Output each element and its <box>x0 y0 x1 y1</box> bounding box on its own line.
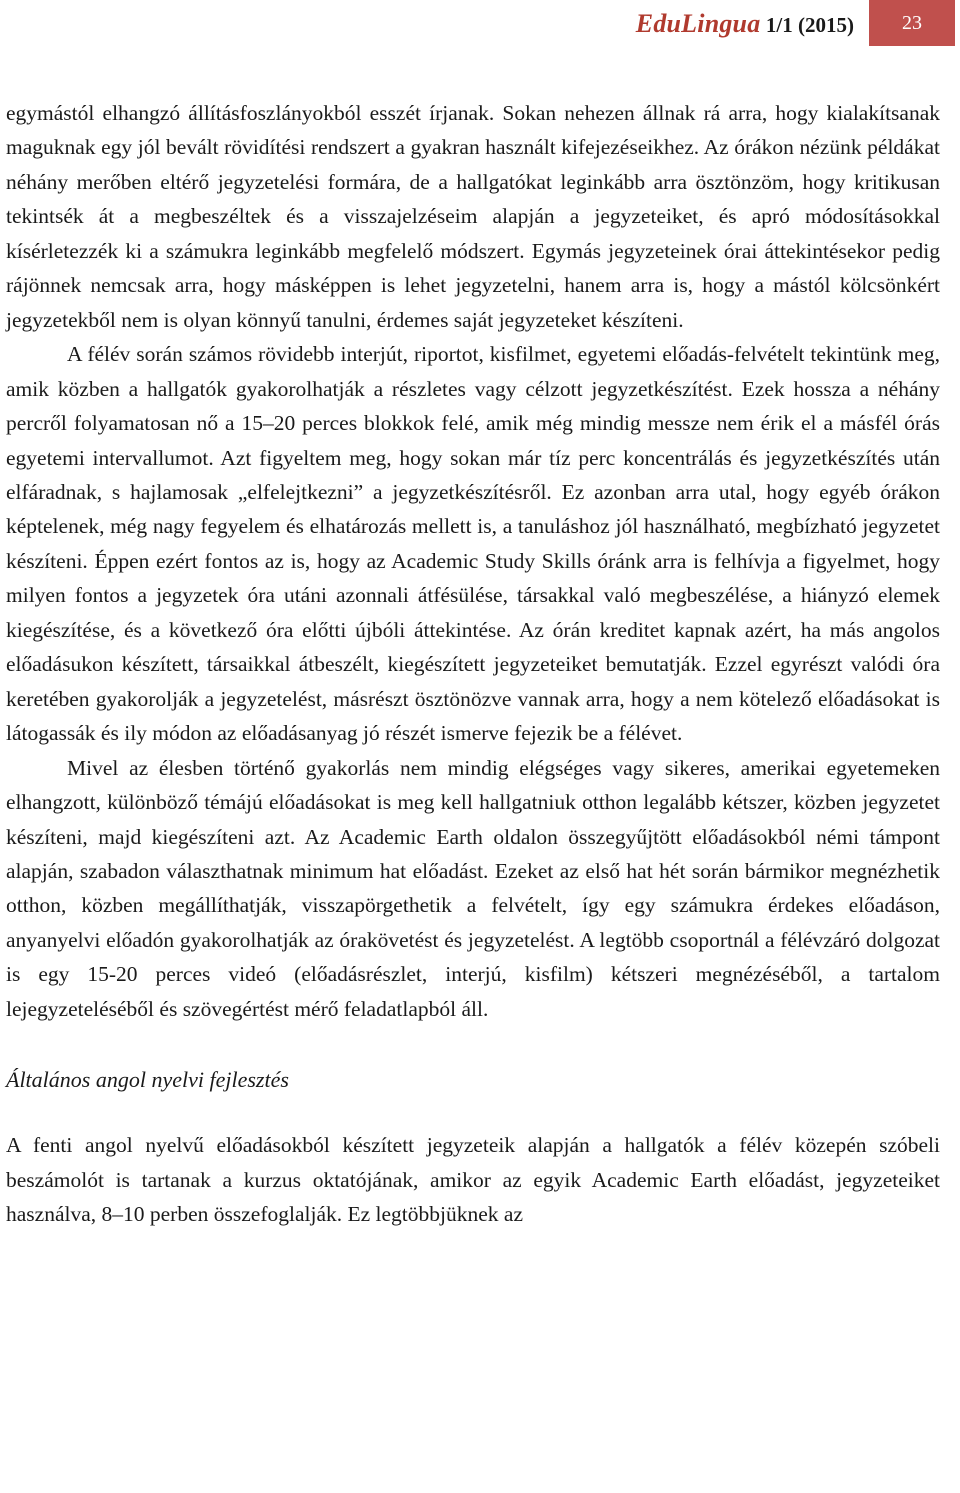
journal-reference <box>636 6 854 43</box>
article-body <box>6 96 940 1232</box>
journal-issue: 1/1 (2015) <box>765 13 854 37</box>
body-paragraph: A fenti angol nyelvű előadásokból készített jegyzeteik alapján a hallgatók a félév közepén szóbeli beszámolót is tartanak a kurzus oktatójának, amikor az egyik Academic Earth előadást, jegyzeteiket használva, 8–10 perben összefoglalják. Ez legtöbbjüknek az <box>6 1133 940 1227</box>
section-heading: Általános angol nyelvi fejlesztés <box>6 1067 289 1093</box>
page-number-badge: 23 <box>869 0 955 46</box>
page-header <box>0 0 960 48</box>
body-paragraph: A félév során számos rövidebb interjút, riportot, kisfilmet, egyetemi előadás-felvételt tekintünk meg, amik közben a hallgatók gyakorolhatják a részletes vagy célzott jegyzetkészítést. Ezek hossza a néhány percről folyamatosan nő a 15–20 perces blokkok felé, amik még mindig messze nem érik el a másfél órás egyetemi intervallumot. Azt figyeltem meg, hogy sokan már tíz perc koncentrálás és jegyzetkészítés után elfáradnak, s hajlamosak „elfelejtkezni” a jegyzetkészítésről. Ez azonban arra utal, hogy egyéb órákon képtelenek, még nagy fegyelem és elhatározás mellett is, a tanuláshoz jól használható, megbízható jegyzetet készíteni. Éppen ezért fontos az is, hogy az Academic Study Skills óránk arra is felhívja a figyelmet, hogy milyen fontos a jegyzetek óra utáni azonnali átfésülése, társakkal való megbeszélése, a hiányzó elemek kiegészítése, és a következő óra előtti újbóli áttekintése. Az órán kreditet kapnak azért, ha más angolos előadásukon készített, társaikkal átbeszélt, kiegészített jegyzeteiket bemutatják. Ezzel egyrészt valódi óra keretében gyakorolják a jegyzetelést, másrészt ösztönözve vannak arra, hogy a nem kötelező előadásokat is látogassák és ily módon az előadásanyag jó részét ismerve fejezik be a félévet. <box>6 342 940 746</box>
journal-name: EduLingua <box>635 9 761 38</box>
body-paragraph: Mivel az élesben történő gyakorlás nem mindig elégséges vagy sikeres, amerikai egyetemeken elhangzott, különböző témájú előadásokat is meg kell hallgatniuk otthon legalább kétszer, közben jegyzetet készíteni, majd kiegészíteni azt. Az Academic Earth oldalon összegyűjtött előadásokból némi támpont alapján, szabadon választhatnak minimum hat előadást. Ezeket az első hat hét során bármikor megnézhetik otthon, közben megállíthatják, visszapörgethetik a felvételt, így egy számukra érdekes előadáson, anyanyelvi előadón gyakorolhatják az órakövetést és jegyzetelést. A legtöbb csoportnál a félévzáró dolgozat is egy 15-20 perces videó (előadásrészlet, interjú, kisfilm) kétszeri megnézéséből, a tartalom lejegyzeteléséből és szövegértést mérő feladatlapból áll. <box>6 755 940 1021</box>
body-paragraph: egymástól elhangzó állításfoszlányokból esszét írjanak. Sokan nehezen állnak rá arra, hogy kialakítsanak maguknak egy jól bevált rövidítési rendszert a gyakran használt kifejezéseikhez. Az órákon nézünk példákat néhány merőben eltérő jegyzetelési formára, de a hallgatókat leginkább arra ösztönzöm, hogy kritikusan tekintsék át a megbeszéltek és a visszajelzéseim alapján a jegyzeteiket, és apró módosításokkal kísérletezzék ki a számukra leginkább megfelelő módszert. Egymás jegyzeteinek órai áttekintésekor pedig rájönnek nemcsak arra, hogy másképpen is lehet jegyzetelni, hanem arra is, hogy a mástól kölcsönkért jegyzetekből nem is olyan könnyű tanulni, érdemes saját jegyzeteket készíteni. <box>6 101 940 332</box>
